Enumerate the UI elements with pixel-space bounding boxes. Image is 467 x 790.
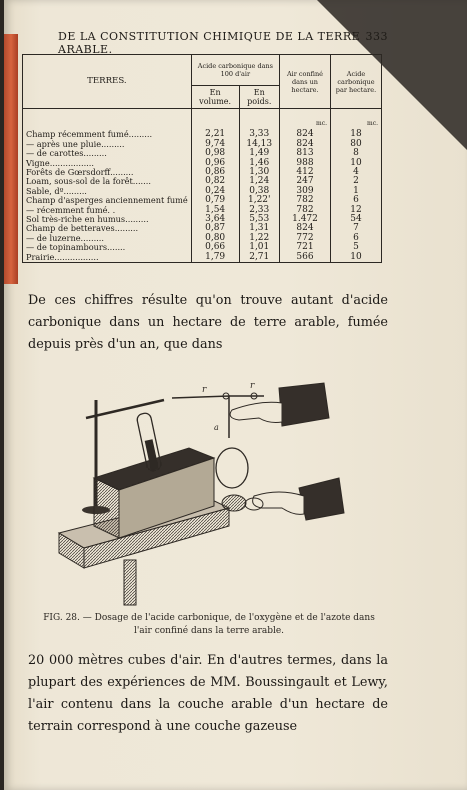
running-header [58, 30, 388, 56]
value-air: 247 [280, 177, 331, 186]
value-volume: 0,24 [191, 187, 239, 196]
value-poids: 1,49 [239, 149, 280, 158]
value-acide: 12 [331, 206, 382, 215]
value-volume: 1,79 [191, 253, 239, 263]
value-volume: 9,74 [191, 140, 239, 149]
value-volume: 2,21 [191, 128, 239, 139]
table-row [23, 253, 382, 263]
value-air: 721 [280, 243, 331, 252]
page-number: 333 [365, 30, 388, 43]
name: — après une pluie......... [26, 138, 125, 149]
value-air: 988 [280, 159, 331, 168]
value-poids: 1,22 [239, 234, 280, 243]
header-title: DE LA CONSTITUTION CHIMIQUE DE LA TERRE ARABLE. [58, 30, 361, 56]
value-volume: 0,96 [191, 159, 239, 168]
value-poids: 1,46 [239, 159, 280, 168]
value-poids: 14,13 [239, 140, 280, 149]
name: Vigne................. [26, 157, 94, 168]
apparatus-engraving [54, 378, 394, 608]
col-header-terres: TERRES. [23, 55, 192, 109]
value-poids: 2,33 [239, 206, 280, 215]
value-acide: 18 [331, 128, 382, 139]
value-acide: 4 [331, 168, 382, 177]
value-acide: 6 [331, 234, 382, 243]
name: — de topinambours....... [26, 242, 126, 253]
value-acide: 54 [331, 215, 382, 224]
bookmark-ribbon [4, 34, 18, 284]
figure-illustration [54, 378, 394, 608]
value-poids: 3,33 [239, 128, 280, 139]
paragraph-1: De ces chiffres résulte qu'on trouve autant d'acide carbonique dans un hectare de terre arable, fumée depuis près d'un an, que dans [28, 293, 388, 352]
name: — de luzerne......... [26, 232, 104, 243]
units-row [23, 109, 382, 129]
col-header-acide: Acide carbonique dans 100 d'air [191, 55, 279, 86]
value-acide: 10 [331, 253, 382, 263]
value-air: 813 [280, 149, 331, 158]
name: — récemment fumé. . [26, 204, 116, 215]
value-volume: 0,87 [191, 224, 239, 233]
value-volume: 0,82 [191, 177, 239, 186]
value-poids: 1,22' [239, 196, 280, 205]
value-air: 309 [280, 187, 331, 196]
name: Champ d'asperges anciennement fumé [26, 195, 188, 206]
unit-mc: mc. [331, 109, 382, 129]
label-a: a [214, 423, 219, 432]
value-acide: 2 [331, 177, 382, 186]
value-air: 412 [280, 168, 331, 177]
value-poids: 0,38 [239, 187, 280, 196]
col-header-poids: En poids. [239, 86, 280, 109]
value-volume: 0,86 [191, 168, 239, 177]
value-volume: 1,54 [191, 206, 239, 215]
name: Sol très-riche en humus......... [26, 214, 149, 225]
value-poids: 1,24 [239, 177, 280, 186]
value-acide: 5 [331, 243, 382, 252]
value-poids: 1,30 [239, 168, 280, 177]
name: Champ récemment fumé......... [26, 129, 153, 140]
name: Loam, sous-sol de la forêt....... [26, 176, 151, 187]
value-volume: 0,79 [191, 196, 239, 205]
value-air: 782 [280, 206, 331, 215]
value-acide: 8 [331, 149, 382, 158]
book-page [4, 0, 467, 790]
value-acide: 80 [331, 140, 382, 149]
value-poids: 1,31 [239, 224, 280, 233]
value-volume: 3,64 [191, 215, 239, 224]
value-acide: 7 [331, 224, 382, 233]
col-header-volume: En volume. [191, 86, 239, 109]
name: Forêts de Gœrsdorff......... [26, 167, 134, 178]
value-acide: 10 [331, 159, 382, 168]
value-air: 824 [280, 140, 331, 149]
soil-co2-table [22, 54, 382, 263]
value-air: 824 [280, 128, 331, 139]
value-air: 1.472 [280, 215, 331, 224]
value-poids: 2,71 [239, 253, 280, 263]
value-poids: 1,01 [239, 243, 280, 252]
value-air: 566 [280, 253, 331, 263]
value-acide: 6 [331, 196, 382, 205]
label-r1: r [202, 385, 207, 395]
value-volume: 0,98 [191, 149, 239, 158]
value-air: 782 [280, 196, 331, 205]
col-header-acide-hectare: Acide carbonique par hectare. [331, 55, 382, 109]
value-volume: 0,66 [191, 243, 239, 252]
name: — de carottes......... [26, 148, 107, 159]
label-r2: r [250, 381, 255, 391]
col-header-air: Air confiné dans un hectare. [280, 55, 331, 109]
value-poids: 5,53 [239, 215, 280, 224]
name: Champ de betteraves......... [26, 223, 139, 234]
unit-mc: mc. [280, 109, 331, 129]
value-air: 824 [280, 224, 331, 233]
figure-caption: FIG. 28. — Dosage de l'acide carbonique, de l'oxygène et de l'azote dans l'air confiné dans la terre arable. [43, 613, 375, 636]
name: Sable, dº......... [26, 185, 87, 196]
value-volume: 0,80 [191, 234, 239, 243]
name: Prairie................. [26, 251, 99, 262]
paragraph-2: 20 000 mètres cubes d'air. En d'autres termes, dans la plupart des expériences de MM. Boussingault et Lewy, l'air contenu dans la couche arable d'un hectare de terrain correspond à une couche gazeuse [28, 653, 388, 734]
value-air: 772 [280, 234, 331, 243]
value-acide: 1 [331, 187, 382, 196]
